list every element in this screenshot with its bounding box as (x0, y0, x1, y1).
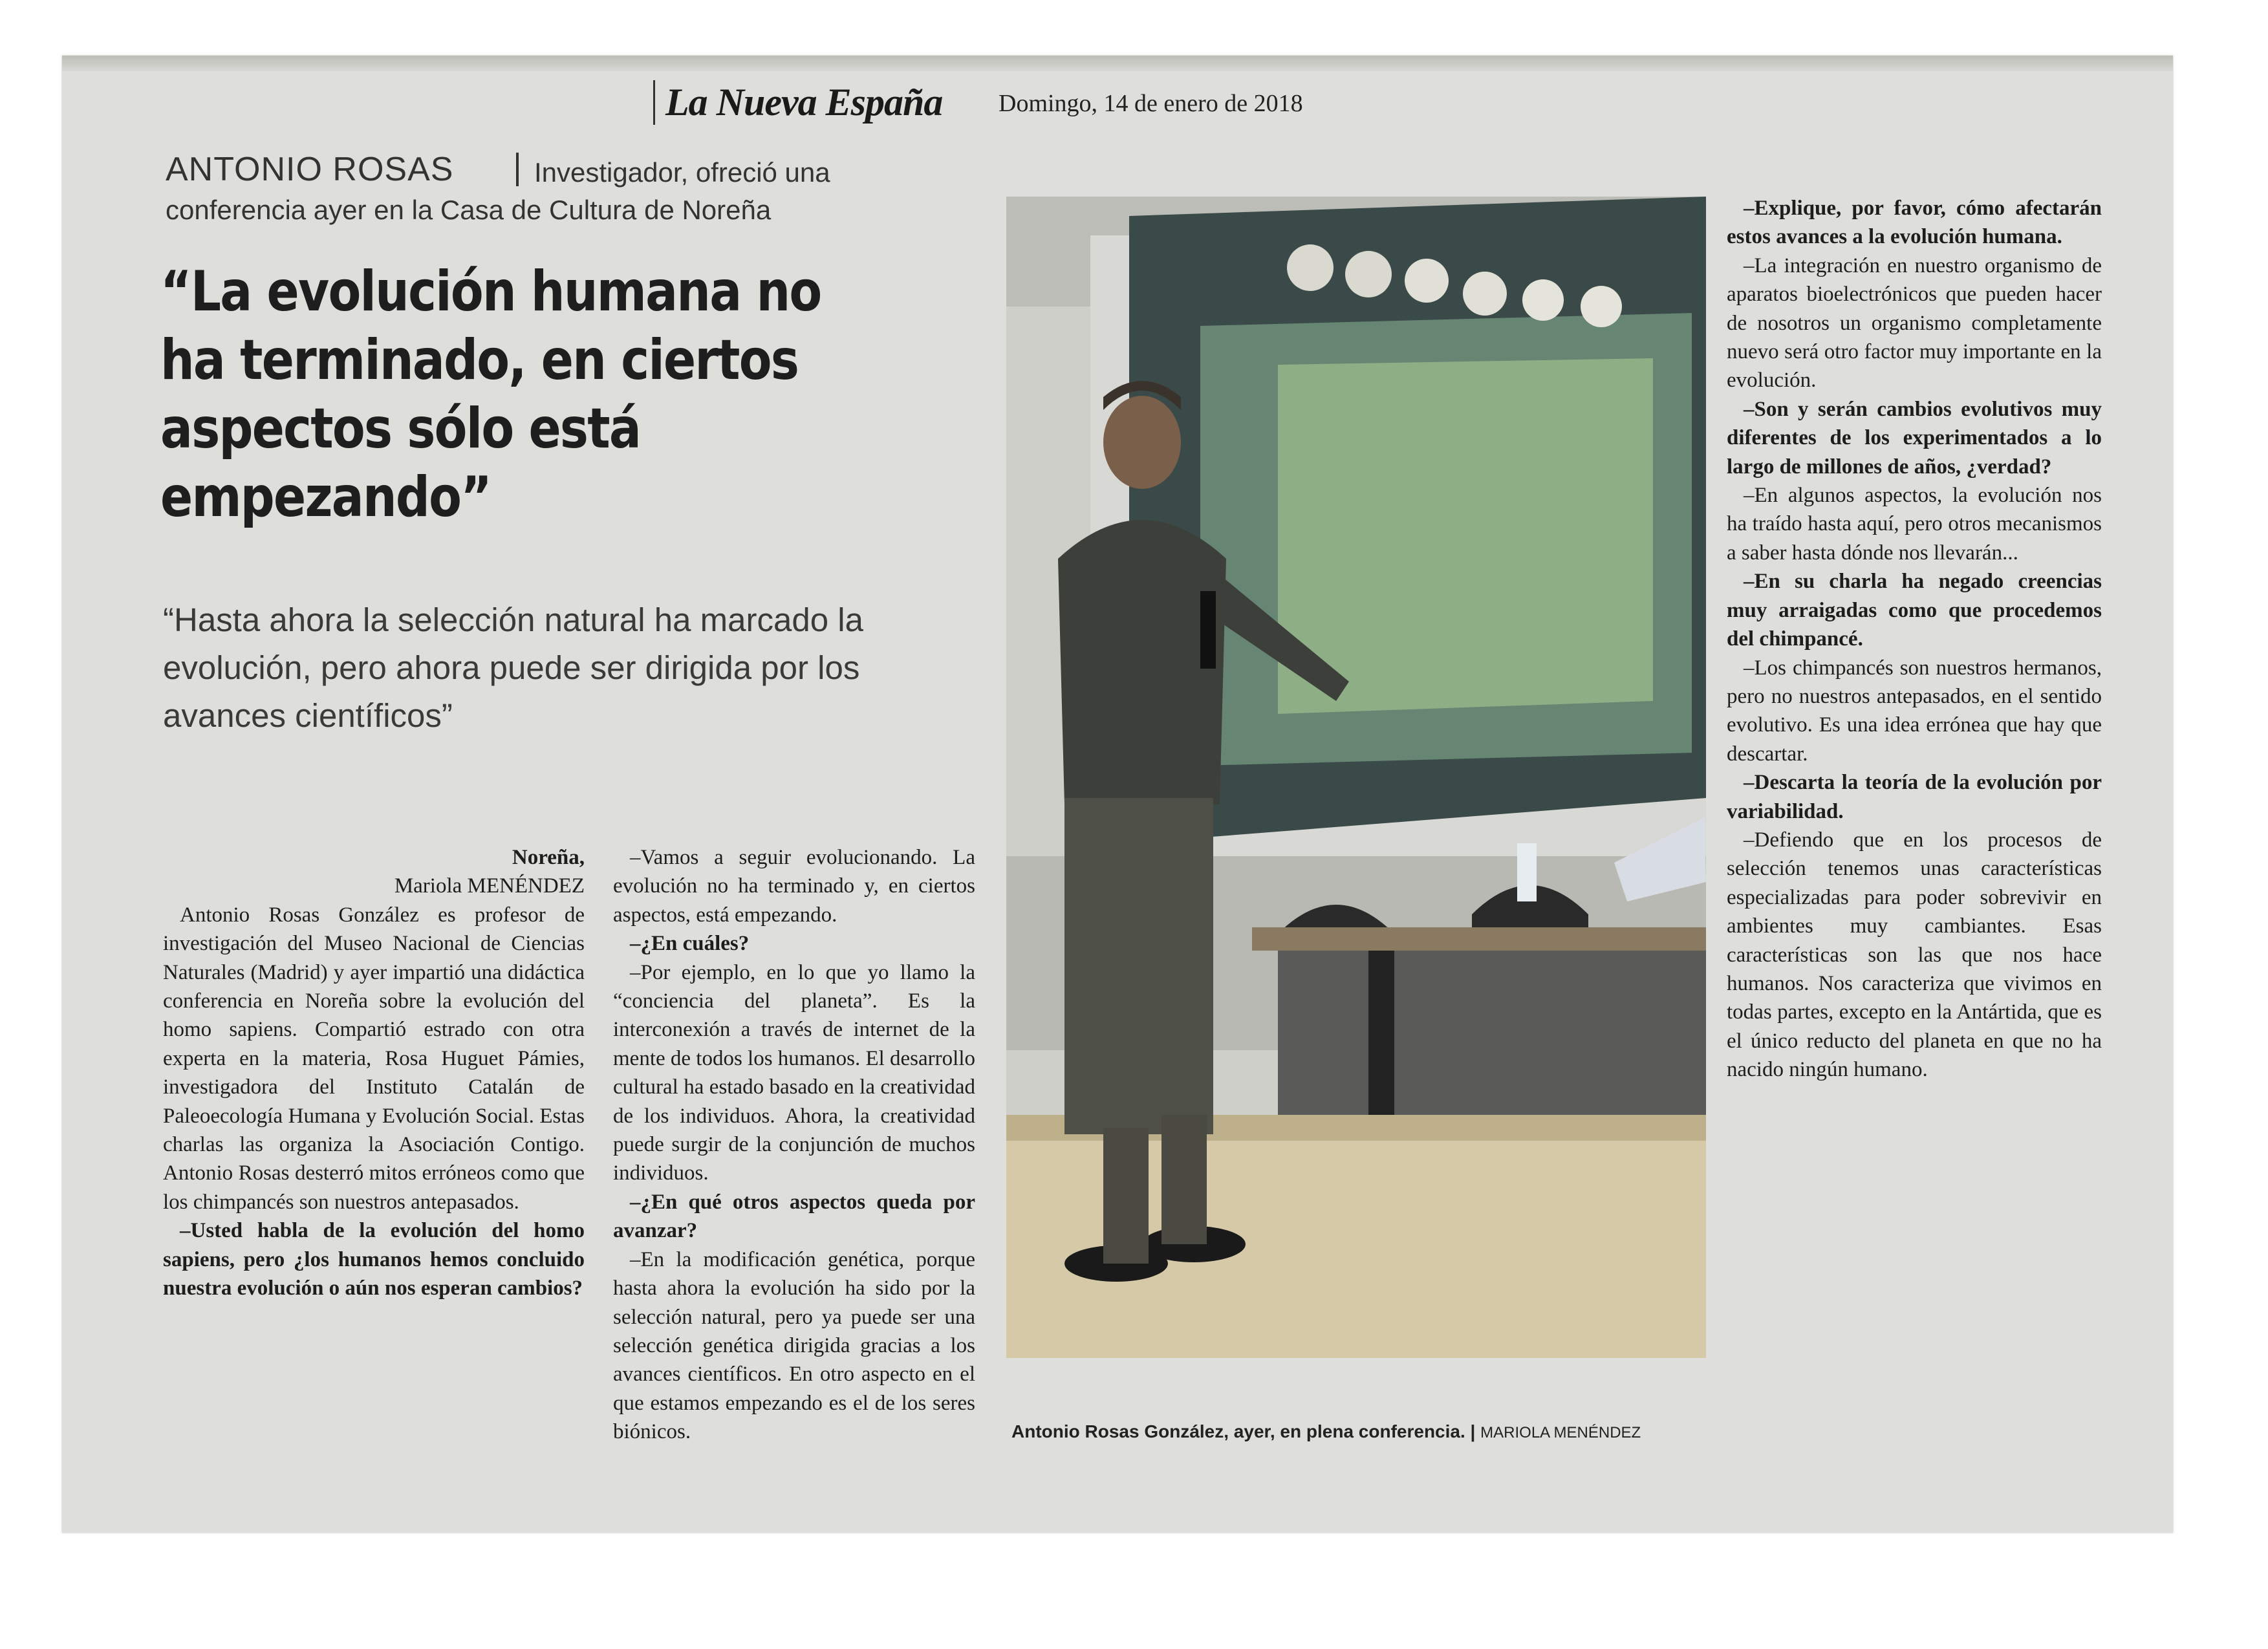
speaker-trousers (1064, 798, 1213, 1134)
headline: “La evolución humana no ha terminado, en ciertos aspectos sólo está empezando” (160, 259, 821, 530)
question-2: –¿En cuáles? (630, 932, 750, 956)
caption-separator: | (1470, 1421, 1481, 1441)
photo-credit: MARIOLA MENÉNDEZ (1480, 1424, 1641, 1441)
caption-text: Antonio Rosas González, ayer, en plena conferencia. (1011, 1421, 1465, 1441)
kicker-name: ANTONIO ROSAS (166, 151, 454, 188)
byline-author: Mariola MENÉNDEZ (394, 874, 585, 898)
publication-date: Domingo, 14 de enero de 2018 (999, 90, 1303, 117)
answer-4: –La integración en nuestro organismo de aparatos bioelectrónicos que pueden hacer de nosotros un organismo completamente nuevo será otro factor muy importante en la evolución. (1727, 253, 2102, 393)
photo-caption (1011, 1421, 1723, 1442)
table-top (1252, 927, 1706, 951)
water-bottle (1517, 843, 1537, 901)
previous-page-strip (62, 56, 2173, 71)
lecture-scene-illustration (1006, 197, 1706, 1358)
newspaper-name: La Nueva España (653, 80, 942, 125)
speaker-head (1103, 396, 1181, 489)
question-6: –En su charla ha negado creencias muy arraigadas como que procedemos del chimpancé. (1727, 570, 2102, 651)
question-3: –¿En qué otros aspectos queda por avanzar? (613, 1190, 975, 1243)
microphone (1200, 591, 1216, 669)
article-column-2 (613, 843, 975, 1447)
article-column-1 (163, 843, 585, 1303)
answer-2: –Por ejemplo, en lo que yo llamo la “conciencia del planeta”. Es la interconexión a través de internet de la mente de todos los humanos. El desarrollo cultural ha estado basado en la creatividad de los individuos. Ahora, la creatividad puede surgir de la conjunción de muchos individuos. (613, 960, 975, 1185)
question-5: –Son y serán cambios evolutivos muy diferentes de los experimentados a lo largo de millones de años, ¿verdad? (1727, 397, 2102, 479)
question-1: –Usted habla de la evolución del homo sapiens, pero ¿los humanos hemos concluido nuestra evolución o aún nos esperan cambios? (163, 1219, 585, 1300)
question-4: –Explique, por favor, cómo afectarán estos avances a la evolución humana. (1727, 197, 2102, 249)
subheadline: “Hasta ahora la selección natural ha marcado la evolución, pero ahora puede ser dirigida por los avances científicos” (163, 601, 863, 734)
article-intro: Antonio Rosas González es profesor de investigación del Museo Nacional de Ciencias Naturales (Madrid) y ayer impartió una didáctica conferencia en Noreña sobre la evolución del homo sapiens. Compartió estrado con otra experta en la materia, Rosa Huguet Pámies, investigadora del Instituto Catalán de Paleoecología Humana y Evolución Social. Estas charlas las organiza la Asociación Contigo. Antonio Rosas desterró mitos erróneos como que los chimpancés son nuestros antepasados. (163, 903, 585, 1214)
answer-6: –Los chimpancés son nuestros hermanos, pero no nuestros antepasados, en el sentido evolutivo. Es una idea errónea que hay que descartar. (1727, 656, 2102, 766)
byline-city: Noreña, (512, 846, 585, 869)
answer-3: –En la modificación genética, porque hasta ahora la evolución ha sido por la selección natural, pero ya puede ser una selección genética dirigida gracias a los avances científicos. En otro aspecto en el que estamos empezando es el de los seres biónicos. (613, 1247, 975, 1444)
lecture-photo (1006, 197, 1706, 1358)
answer-1: –Vamos a seguir evolucionando. La evolución no ha terminado y, en ciertos aspectos, está empezando. (613, 846, 975, 927)
kicker-role: Investigador, ofreció una conferencia ayer en la Casa de Cultura de Noreña (166, 157, 830, 225)
answer-5: –En algunos aspectos, la evolución nos ha traído hasta aquí, pero otros mecanismos a saber hasta dónde nos llevarán... (1727, 484, 2102, 565)
answer-7: –Defiendo que en los procesos de selección tenemos unas características especializadas para poder sobrevivir en ambientes muy cambiantes. Esas características son las que nos hace humanos. Nos caracteriza que vivimos en todas partes, excepto en la Antártida, que es el único reducto del planeta en que no ha nacido ningún humano. (1727, 828, 2102, 1082)
question-7: –Descarta la teoría de la evolución por variabilidad. (1727, 771, 2102, 823)
newspaper-clipping (62, 56, 2173, 1533)
article-column-3 (1727, 194, 2102, 1084)
byline (163, 843, 585, 901)
